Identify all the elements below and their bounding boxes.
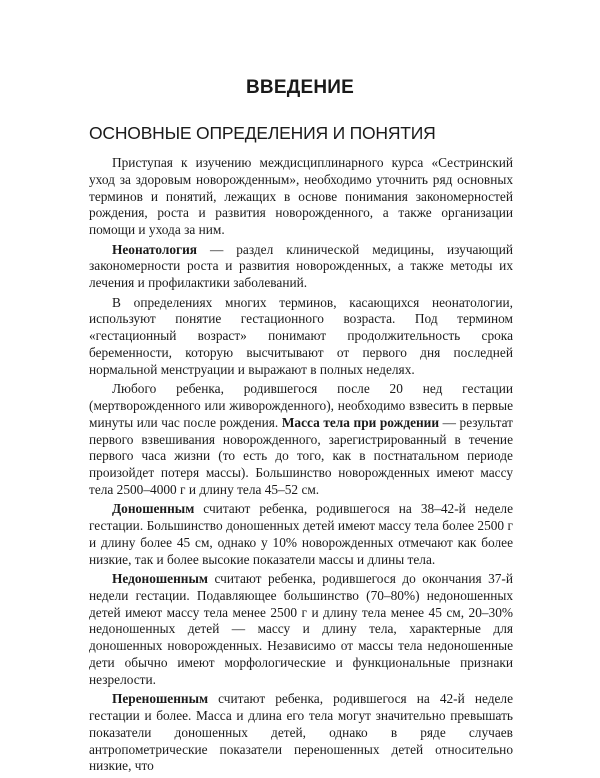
paragraph-post-term [89, 691, 513, 775]
paragraph-birth-weight [89, 381, 513, 499]
paragraph-preterm [89, 571, 513, 689]
paragraph-intro [89, 155, 513, 239]
term-neonatology: Неонатология [112, 241, 197, 257]
section-title: ОСНОВНЫЕ ОПРЕДЕЛЕНИЯ И ПОНЯТИЯ [89, 123, 436, 143]
term-birth-weight: Масса тела при рождении [281, 414, 440, 430]
paragraph-gestational-age [89, 295, 513, 379]
paragraph-text: считают ребенка, родившегося на 42-й неделе гестации и более. Масса и длина его тела могут значительно превышать показатели доношенных детей, однако в ряде случаев антропометрические показатели переношенных детей относительно низкие, что [89, 691, 513, 774]
term-full-term: Доношенным [112, 501, 195, 517]
paragraph-text: В определениях многих терминов, касающихся неонатологии, используют понятие гестационного возраста. Под термином «гестационный возраст» понимают продолжительность срока беременности, которую высчитывают от первого дня последней нормальной менструации и выражают в полных неделях. [89, 294, 513, 377]
paragraph-text: Приступая к изучению междисциплинарного курса «Сестринский уход за здоровым новорожденным», необходимо уточнить ряд основных терминов и понятий, лежащих в основе понимания закономерностей рождения, роста и развития новорожденного, а также организации помощи и ухода за ним. [89, 155, 513, 238]
paragraph-neonatology [89, 242, 513, 292]
paragraph-text: считают ребенка, родившегося до окончания 37-й недели гестации. Подавляющее большинство (70–80%) недоношенных детей имеют массу тела менее 2500 г и длину тела менее 45 см, 20–30% недоношенных детей — массу и длину тела, характерные для доношенных новорожденных. Независимо от массы тела недоношенные дети обычно имеют морфологические и функциональные признаки незрелости. [89, 571, 513, 687]
paragraph-text: считают ребенка, родившегося на 38–42-й неделе гестации. Большинство доношенных детей имеют массу тела более 2500 г и длину более 45 см, однако у 10% новорожденных отмечают как более низкие, так и более высокие показатели массы и длины тела. [89, 501, 513, 567]
paragraph-text: Любого ребенка, родившегося после 20 нед гестации (мертворожденного или живорожденного), необходимо взвесить в первые минуты или час после рождения. [89, 381, 513, 430]
term-preterm: Недоношенным [112, 571, 208, 587]
paragraph-text: — раздел клинической медицины, изучающий закономерности роста и развития новорожденных, а также методы их лечения и профилактики заболеваний. [89, 241, 513, 291]
paragraph-full-term [89, 501, 513, 568]
body-text [89, 155, 513, 778]
term-post-term: Переношенным [112, 691, 209, 707]
chapter-title: ВВЕДЕНИЕ [246, 77, 354, 98]
paragraph-text: — результат первого взвешивания новорожденного, зарегистрированный в течение первого часа жизни (то есть до того, как в постнатальном периоде произойдет потеря массы). Большинство новорожденных имеют массу тела 2500–4000 г и длину тела 45–52 см. [89, 414, 513, 497]
